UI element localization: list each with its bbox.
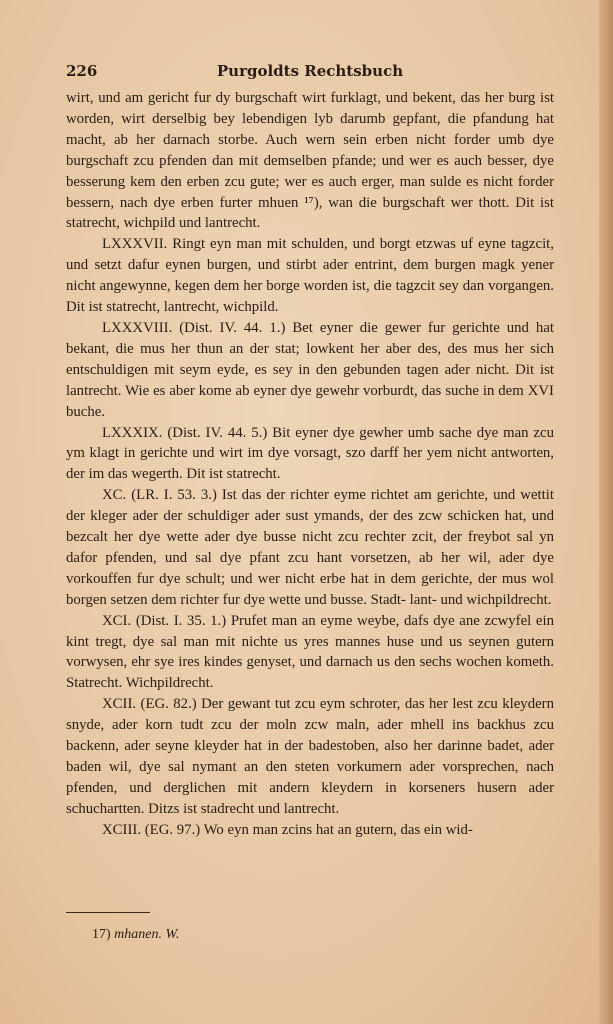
- paragraph-xcii: XCII. (EG. 82.) Der gewant tut zcu eym schroter, das her lest zcu kleydern snyde, ader korn tudt zcu der moln zcw maln, ader mhell ins backhus zcu backenn, ader seyne kleyder hat in der badestoben, also her darinne badet, ader baden wil, dye sal nymant an den steten vorkumern ader vorsprechen, nach pfenden, und derglichen mit andern kleydern in korseners husern ader schuchartten. Ditzs ist stadrecht und lantrecht.: [66, 696, 554, 817]
- page-edge: [599, 0, 613, 1024]
- page-header: [66, 62, 554, 82]
- paragraph-continuation: wirt, und am gericht fur dy burgschaft wirt furklagt, und bekent, das her burg ist worden, wirt derselbig bey lebendigen lyb darumb gepfant, die pfandung hat macht, ab her darnach storbe. Auch wern sein erben nicht forder umb dye burgschaft zcu pfenden dan mit demselben pfande; und wer es auch besser, dye besserung kem den erben zcu gute; wer es auch erger, man sulde es nicht forder bessern, nach dye erben furter mhuen ¹⁷), wan die burgschaft wer thott. Dit ist statrecht, wichpild und lantrecht.: [66, 90, 554, 232]
- running-title: Purgoldts Rechtsbuch: [216, 62, 404, 80]
- body-text: [66, 88, 554, 841]
- footnote: [92, 927, 179, 943]
- paragraph-xci: XCI. (Dist. I. 35. 1.) Prufet man an eyme weybe, dafs dye ane zcwyfel ein kint tregt, dye sal man mit nichte us yres mannes huse und us seynen gutern vorwysen, ehr sye ires kindes genyset, und darnach us den sechs wochen kometh. Statrecht. Wichpildrecht.: [66, 612, 554, 692]
- paragraph-lxxxviii: LXXXVIII. (Dist. IV. 44. 1.) Bet eyner die gewer fur gerichte und hat bekant, die mus her thun an der stat; lowkent her aber des, des mus her sich entschuldigen mit seym eyde, es sey in den gebunden tagen ader nicht. Dit ist lantrecht. Wie es aber kome ab eyner dye gewehr vorburdt, das suche in dem XVI buche.: [66, 319, 554, 420]
- paragraph-lxxxvii: LXXXVII. Ringt eyn man mit schulden, und borgt etzwas uf eyne tagzcit, und setzt dafur eynen burgen, und stirbt ader entrint, dem burgen magk yener nicht angewynne, kegen dem her borge worden ist, die tagzcit sey dan vorgangen. Dit ist statrecht, lantrecht, wichpild.: [66, 236, 554, 316]
- paragraph-xciii: XCIII. (EG. 97.) Wo eyn man zcins hat an gutern, das ein wid-: [102, 821, 473, 838]
- footnote-text: mhanen. W.: [114, 927, 180, 942]
- paragraph-xc: XC. (LR. I. 53. 3.) Ist das der richter eyme richtet am gerichte, und wettit der kleger ader der schuldiger ader sust ymands, der des zcw schicken hat, und bezcalt her dye wette ader dye busse nicht zcu rechter zcit, der freybot sal yn dafor pfenden, und sal dye pfant zcu hant vorsetzen, ab her wil, ader dye vorkouffen fur dye schult; und wer nicht erbe hat in dem gerichte, der mus wol borgen setzen dem richter fur dye wette und busse. Stadt- lant- und wichpildrecht.: [66, 487, 554, 608]
- footnote-divider: [66, 912, 150, 913]
- footnote-marker: 17): [92, 927, 111, 942]
- page-number: 226: [66, 62, 98, 80]
- paragraph-lxxxix: LXXXIX. (Dist. IV. 44. 5.) Bit eyner dye gewher umb sache dye man zcu ym klagt in gerichte und wirt im dye vorsagt, szo darff her yem nicht antworten, der im das wegerth. Dit ist statrecht.: [66, 424, 554, 483]
